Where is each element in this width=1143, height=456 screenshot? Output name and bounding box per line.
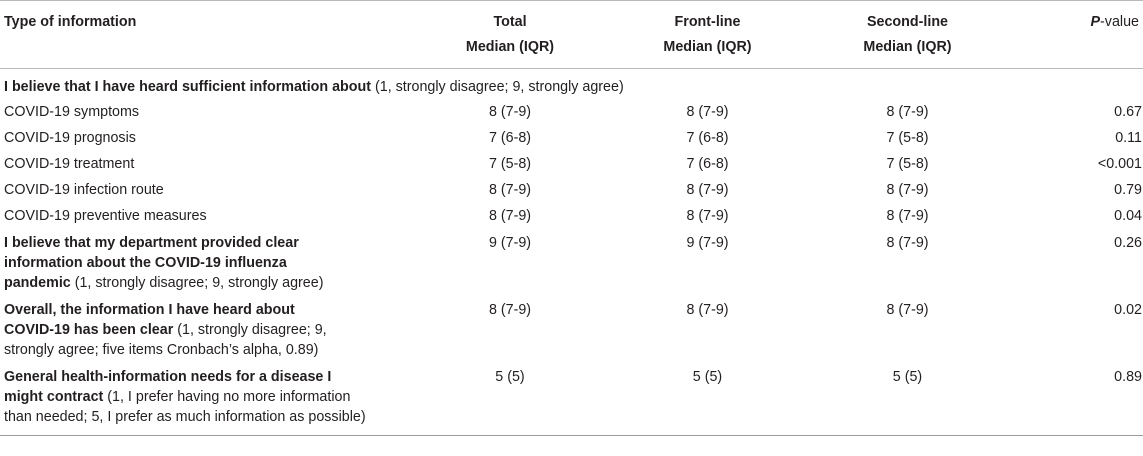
cell-front-line: 7 (6-8) (686, 156, 729, 172)
cell-total: 9 (7-9) (488, 235, 532, 251)
cell-front-line: 8 (7-9) (686, 208, 729, 224)
section-heading: I believe that I have heard sufficient information about (1, strongly disagree; 9, strongly agree) (4, 79, 624, 95)
row-label: COVID-19 prognosis (4, 130, 136, 146)
cell-second-line: 8 (7-9) (886, 104, 929, 120)
cell-total: 5 (5) (495, 369, 525, 385)
table-row (0, 177, 1143, 203)
cell-second-line: 7 (5-8) (886, 156, 929, 172)
cell-total: 7 (6-8) (488, 130, 532, 146)
header-row (0, 1, 1143, 69)
cell-total: 8 (7-9) (488, 208, 532, 224)
cell-front-line: 9 (7-9) (686, 235, 729, 251)
table-row-department (0, 229, 1143, 296)
table-row (0, 151, 1143, 177)
cell-front-line: 5 (5) (692, 369, 723, 385)
cell-p-value: 0.79 (1114, 182, 1142, 198)
cell-total: 8 (7-9) (488, 182, 532, 198)
row-label: General health-information needs for a disease I might contract (1, I prefer having no more information than needed; 5, I prefer as much information as possible) (4, 369, 366, 425)
cell-front-line: 8 (7-9) (686, 302, 729, 318)
header-second-line: Second-line Median (IQR) (810, 1, 1005, 69)
table-row (0, 203, 1143, 229)
cell-p-value: 0.26 (1114, 235, 1142, 251)
cell-p-value: 0.11 (1115, 130, 1142, 146)
cell-front-line: 7 (6-8) (686, 130, 729, 146)
row-label: COVID-19 preventive measures (4, 208, 207, 224)
cell-front-line: 8 (7-9) (686, 182, 729, 198)
cell-second-line: 8 (7-9) (886, 302, 929, 318)
cell-second-line: 7 (5-8) (886, 130, 929, 146)
cell-second-line: 5 (5) (892, 369, 923, 385)
cell-p-value: 0.02 (1114, 302, 1142, 318)
header-total: Total Median (IQR) (415, 1, 605, 69)
cell-p-value: 0.67 (1114, 104, 1142, 120)
cell-p-value: <0.001 (1097, 156, 1142, 172)
cell-total: 8 (7-9) (488, 104, 532, 120)
header-p-value: P-value (1005, 1, 1143, 69)
table-row-overall (0, 296, 1143, 363)
table-row (0, 99, 1143, 125)
row-label: COVID-19 treatment (4, 156, 135, 172)
cell-total: 8 (7-9) (488, 302, 532, 318)
cell-second-line: 8 (7-9) (886, 182, 929, 198)
cell-total: 7 (5-8) (488, 156, 532, 172)
cell-second-line: 8 (7-9) (886, 208, 929, 224)
row-label: COVID-19 infection route (4, 182, 164, 198)
cell-second-line: 8 (7-9) (886, 235, 929, 251)
header-type: Type of information (0, 1, 415, 69)
cell-front-line: 8 (7-9) (686, 104, 729, 120)
header-front-line: Front-line Median (IQR) (605, 1, 810, 69)
cell-p-value: 0.89 (1114, 369, 1142, 385)
table-row-general-needs (0, 363, 1143, 436)
cell-p-value: 0.04 (1114, 208, 1142, 224)
table-row (0, 125, 1143, 151)
row-label: I believe that my department provided clear information about the COVID-19 influenza pandemic (1, strongly disagree; 9, strongly agree) (4, 235, 324, 291)
section-heading-row (0, 69, 1143, 100)
row-label: COVID-19 symptoms (4, 104, 140, 120)
row-label: Overall, the information I have heard about COVID-19 has been clear (1, strongly disagree; 9, strongly agree; five items Cronbach’s alpha, 0.89) (4, 302, 327, 358)
